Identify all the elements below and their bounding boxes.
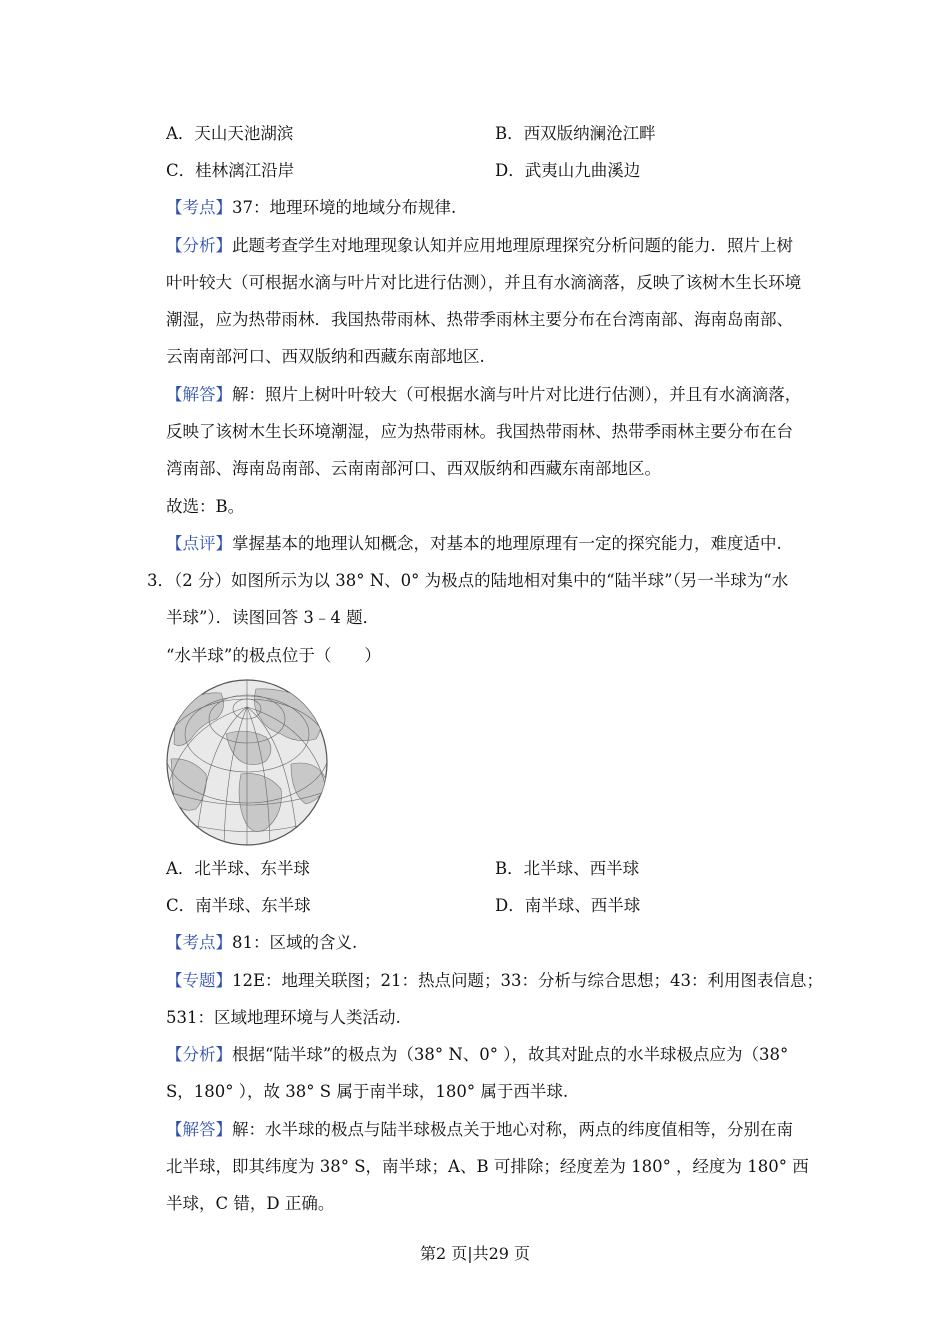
option-d: D．武夷山九曲溪边 <box>495 161 641 180</box>
question-3-stem-2: 半球”）．读图回答 3﹣4 题． <box>166 608 380 627</box>
fenxi-tag: 【分析】 <box>166 1045 232 1064</box>
zhuanti-text-1: 12E：地理关联图；21：热点问题；33：分析与综合思想；43：利用图表信息； <box>232 971 824 990</box>
dianping-tag: 【点评】 <box>166 534 232 553</box>
dianping-line <box>166 533 782 555</box>
fenxi-line-1 <box>166 1044 788 1066</box>
option-b: B．西双版纳澜沧江畔 <box>495 124 656 143</box>
option-a: A．天山天池湖滨 <box>166 124 294 143</box>
jieda-tag: 【解答】 <box>166 1120 232 1139</box>
option-d: D．南半球、西半球 <box>495 896 641 915</box>
zhuanti-line-1 <box>166 970 823 992</box>
option-a: A．北半球、东半球 <box>166 859 310 878</box>
dianping-text: 掌握基本的地理认知概念，对基本的地理原理有一定的探究能力，难度适中. <box>232 534 782 553</box>
jieda-tag: 【解答】 <box>166 385 232 404</box>
jieda-text-1: 解：水半球的极点与陆半球极点关于地心对称，两点的纬度值相等，分别在南 <box>232 1120 793 1139</box>
page-footer: 第2 页|共29 页 <box>419 1244 531 1263</box>
fenxi-text-1: 此题考查学生对地理现象认知并应用地理原理探究分析问题的能力．照片上树 <box>232 236 793 255</box>
kaodian-text: 37：地理环境的地域分布规律. <box>232 198 457 217</box>
jieda-text-1: 解：照片上树叶叶较大（可根据水滴与叶片对比进行估测），并且有水滴滴落， <box>232 385 802 404</box>
fenxi-line-3: 潮湿，应为热带雨林．我国热带雨林、热带季雨林主要分布在台湾南部、海南岛南部、 <box>166 310 793 329</box>
kaodian-text: 81：区域的含义. <box>232 933 358 952</box>
kaodian-line <box>166 197 456 219</box>
jieda-line-1 <box>166 384 801 406</box>
fenxi-line-1 <box>166 235 793 257</box>
kaodian-tag: 【考点】 <box>166 198 232 217</box>
jieda-line-4: 故选：B。 <box>166 497 245 516</box>
kaodian-line <box>166 932 357 954</box>
jieda-line-1 <box>166 1119 793 1141</box>
option-c: C．南半球、东半球 <box>166 896 311 915</box>
fenxi-tag: 【分析】 <box>166 236 232 255</box>
option-c: C．桂林漓江沿岸 <box>166 161 295 180</box>
fenxi-text-1: 根据“陆半球”的极点为（38° N、0° ），故其对趾点的水半球极点应为（38° <box>232 1045 789 1064</box>
question-3-prompt: “水半球”的极点位于（ ） <box>166 646 381 665</box>
jieda-line-2: 北半球，即其纬度为 38° S，南半球；A、B 可排除；经度差为 180° ，经度为 180° 西 <box>166 1157 809 1176</box>
kaodian-tag: 【考点】 <box>166 933 232 952</box>
fenxi-line-2: S，180° ），故 38° S 属于南半球，180° 属于西半球. <box>166 1082 569 1101</box>
fenxi-line-2: 叶叶较大（可根据水滴与叶片对比进行估测），并且有水滴滴落，反映了该树木生长环境 <box>166 273 802 292</box>
question-3-stem-1: 3．（2 分）如图所示为以 38° N、0° 为极点的陆地相对集中的“陆半球”（另一半球为“水 <box>147 571 789 590</box>
globe-map-icon <box>166 679 328 846</box>
zhuanti-line-2: 531：区域地理环境与人类活动. <box>166 1008 401 1027</box>
zhuanti-tag: 【专题】 <box>166 971 232 990</box>
jieda-line-3: 半球，C 错，D 正确。 <box>166 1194 335 1213</box>
option-b: B．北半球、西半球 <box>495 859 640 878</box>
fenxi-line-4: 云南南部河口、西双版纳和西藏东南部地区. <box>166 347 485 366</box>
jieda-line-2: 反映了该树木生长环境潮湿，应为热带雨林。我国热带雨林、热带季雨林主要分布在台 <box>166 422 793 441</box>
jieda-line-3: 湾南部、海南岛南部、云南南部河口、西双版纳和西藏东南部地区。 <box>166 459 661 478</box>
